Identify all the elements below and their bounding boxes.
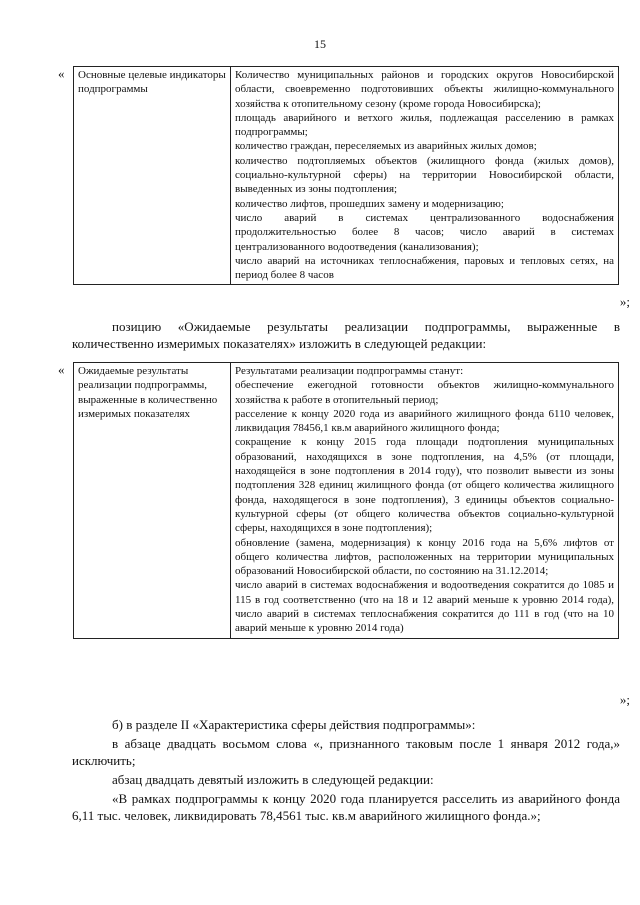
- instruction-paragraph: позицию «Ожидаемые результаты реализации подпрограммы, выраженные в количественно измеримых показателях» изложить в следующей редакции:: [72, 319, 620, 351]
- list-item: число аварий в системах водоснабжения и водоотведения сократится до 1085 и 115 в год соответственно (что на 18 и 12 аварий меньше к уровню 2014 года), число аварий в системах теплоснабжения сократится до 111 в год (что на 10 аварий меньше к уровню 2014 года): [235, 579, 614, 635]
- target-indicators-table: [73, 66, 619, 285]
- page-number: 15: [314, 37, 326, 51]
- paragraph-29-text: «В рамках подпрограммы к концу 2020 года планируется расселить из аварийного фонда 6,11 тыс. человек, ликвидировать 78,4561 тыс. кв.м аварийного жилищного фонда.»;: [72, 791, 620, 823]
- list-item: сокращение к концу 2015 года площади подтопления муниципальных образований, находящихся в зоне подтопления, на 4,5% (от площади, находящейся в зоне подтопления в 2014 году), что позволит вывести из зоны подтопления 328 единиц жилищного фонда (от общего количества жилищного фонда, находящегося в зоне подтопления), 3 единицы объектов социально-культурной сферы (от общего количества объектов социально-культурной сферы, находящихся в зоне подтопления);: [235, 436, 614, 535]
- table-row: [74, 67, 619, 285]
- expected-results-label: Ожидаемые результаты реализации подпрограммы, выраженные в количественно измеримых показателях: [74, 363, 231, 639]
- list-item: число аварий на источниках теплоснабжения, паровых и тепловых сетях, на период более 8 часов: [235, 254, 614, 282]
- expected-results-value: [231, 363, 619, 639]
- closing-quote-1: »;: [619, 294, 630, 309]
- list-item: количество лифтов, прошедших замену и модернизацию;: [235, 197, 504, 210]
- list-item: Количество муниципальных районов и городских округов Новосибирской области, своевременно подготовивших объекты жилищно-коммунального хозяйства к отопительному сезону (кроме города Новосибирска);: [235, 69, 614, 110]
- expected-results-table: [73, 362, 619, 639]
- list-item: число аварий в системах централизованного водоснабжения продолжительностью более 8 часов; число аварий в системах централизованного водоотведения (канализования);: [235, 211, 614, 253]
- list-item: обеспечение ежегодной готовности объектов жилищно-коммунального хозяйства к работе в отопительный период;: [235, 379, 614, 406]
- list-item: Результатами реализации подпрограммы станут:: [235, 365, 464, 377]
- opening-quote-2: «: [58, 362, 65, 377]
- list-item: площадь аварийного и ветхого жилья, подлежащая расселению в рамках подпрограммы;: [235, 111, 614, 139]
- target-indicators-value: [231, 67, 619, 285]
- list-item: расселение к концу 2020 года из аварийного жилищного фонда 6110 человек, ликвидация 78456,1 кв.м аварийного жилищного фонда;: [235, 407, 614, 435]
- list-item: обновление (замена, модернизация) к концу 2016 года на 5,6% лифтов от общего количества лифтов, расположенных на территории муниципальных образований Новосибирской области, по состоянию на 31.12.2014;: [235, 536, 614, 578]
- closing-quote-2: »;: [619, 692, 630, 707]
- paragraph-28-amendment: в абзаце двадцать восьмом слова «, признанного таковым после 1 января 2012 года,» исключить;: [72, 736, 620, 768]
- opening-quote-1: «: [58, 66, 65, 81]
- paragraph-29-intro: абзац двадцать девятый изложить в следующей редакции:: [112, 772, 434, 787]
- section-paragraph-b: б) в разделе II «Характеристика сферы действия подпрограммы»:: [112, 717, 476, 732]
- list-item: количество граждан, переселяемых из аварийных жилых домов;: [235, 140, 537, 153]
- target-indicators-label: Основные целевые индикаторы подпрограммы: [74, 67, 231, 285]
- table-row: [74, 363, 619, 639]
- list-item: количество подтопляемых объектов (жилищного фонда (жилых домов), социально-культурной сферы) на территории Новосибирской области, выведенных из зоны подтопления;: [235, 154, 614, 196]
